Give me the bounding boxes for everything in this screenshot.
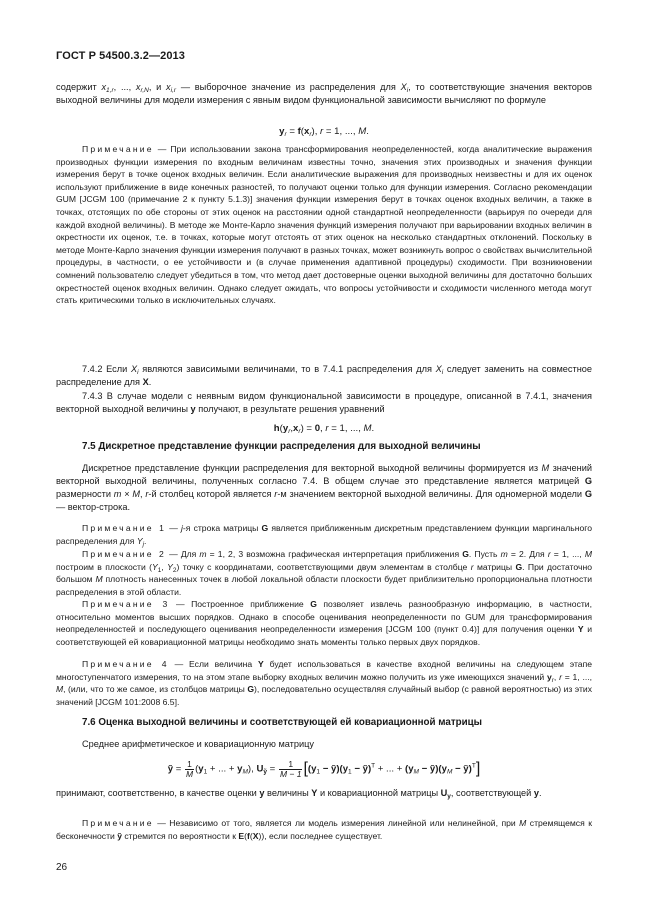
paragraph-7-5: Дискретное представление функции распределения для векторной выходной величины формируется из M значений векторной выходной величины, полученных согласно 7.4. В общем случае это представление является матрицей G размерности m × M, r-й столбец которой является r-м значением векторной выходной величины. Для одномерной модели G — вектор-строка.	[56, 463, 593, 512]
note-7-5-4: Примечание 4 — Если величина Y будет использоваться в качестве входной величины на следующем этапе многоступенчатого измерения, то на этом этапе выборку входных величин можно получить из уже имеющихся значений $y_r$, r = 1, ..., M, (или, что то же самое, из столбцов матрицы G), последовательно осуществляя случайный выбор (с равной вероятностью) из этих значений [JCGM 101:2008 6.5].	[56, 659, 592, 707]
note-7-5-3: Примечание 3 — Построенное приближение G позволяет извлечь разнообразную информацию, в частности, относительно моментов высших порядков. Однако в способе оценивания неопределенности по GUM для трансформирования неопределенностей и последующего оценивания неопределенности измерения [JCGM 100 (пункт 0.4)] для получения оценки Y и соответствующей ей ковариационной матрицы необходимо знать моменты только первых двух порядков.	[56, 599, 592, 647]
paragraph-7-4-3: 7.4.3 В случае модели с неявным видом функциональной зависимости в процедуре, описанной в 7.4.1, значения векторной выходной величины y получают, в результате решения уравнений	[56, 391, 592, 414]
standard-header: ГОСТ Р 54500.3.2—2013	[56, 50, 185, 62]
paragraph-7-6-intro: Среднее арифметическое и ковариационную матрицу	[82, 739, 314, 749]
note-7-6: Примечание — Независимо от того, является ли модель измерения линейной или нелинейной, при M стремящемся к бесконечности y͂ стремится по вероятности к E(f(X)), если последнее существует.	[56, 818, 592, 841]
formula-implicit-model: $h(y_r,x_r) = 0$, r = 1, ..., M.	[273, 423, 375, 435]
fraction-1-over-M: $\frac{1}{M}$	[185, 759, 194, 779]
formula-explicit-model: $y_r = f(x_r)$, r = 1, ..., M.	[279, 126, 369, 138]
paragraph-7-6: принимают, соответственно, в качестве оценки y величины Y и ковариационной матрицы $U_y$, соответствующей y.	[56, 788, 542, 800]
note-7-5-1: Примечание 1 — j-я строка матрицы G является приближенным дискретным представлением функции маргинального распределения для $Y_j$.	[56, 523, 593, 548]
section-heading-7-5: 7.5 Дискретное представление функции распределения для выходной величины	[82, 441, 481, 452]
paragraph-sample-values: содержит $x_{1,r}$, ..., $x_{r,N}$, и $x_{i,r}$ — выборочное значение из распределения для $X_i$, то соответствующие значения векторов выходной величины для модели измерения с явным видом функциональной зависимости вычисляют по формуле	[56, 82, 593, 105]
section-heading-7-6: 7.6 Оценка выходной величины и соответствующей ей ковариационной матрицы	[82, 717, 483, 728]
paragraph-7-4-2: 7.4.2 Если $X_i$ являются зависимыми величинами, то в 7.4.1 распределения для $X_i$ следует заменить на совместное распределение для X.	[56, 364, 592, 387]
note-uncertainty-propagation: Примечание — При использовании закона трансформирования неопределенностей, когда аналитические выражения производных функции измерения по входным величинам известны точно, значения этих производных и значения функции измерения берут в точке оценок входных величин. Если аналитические выражения для производных неизвестны и для их оценок используют приближение в виде конечных разностей, то получают оценки только для функции измерения. Согласно рекомендации GUM [JCGM 100 (примечание 2 к пункту 5.1.3)] значения функции измерения берут в точках оценок входных величин, а также в точках, отстоящих по обе стороны от этих оценок на расстоянии одной стандартной неопределенности (варьируя по очереди для каждой входной величины). В методе же Монте-Карло значения функций измерения получают при варьировании входных величин в окрестности их оценок, т.е. в точках, которые могут отстоять от этих оценок на несколько стандартных отклонений. Поскольку в методе Монте-Карло значения функции измерения получают в разных точках, может возникнуть вопрос о свойствах вычислительной процедуры, в частности, о ее устойчивости и (в случае применения адаптивной процедуры) сходимости. При возникновении сомнений пользователю следует убедиться в том, что метод дает достоверные оценки выходной величины для достаточно больших окрестностей оценок входных величин. Однако следует ожидать, что вопросы устойчивости и сходимости численного метода могут стать критическими только в исключительных случаях.	[56, 144, 592, 306]
page-number: 26	[56, 862, 68, 873]
note-7-5-2: Примечание 2 — Для m = 1, 2, 3 возможна графическая интерпретация приближения G. Пусть m = 2. Для r = 1, ..., M построим в плоскости ($Y_1$, $Y_2$) точку с координатами, соответствующими двум элементам в столбце r матрицы G. При достаточно большом M плотность нанесенных точек в любой локальной области плоскости будет приблизительно пропорциональна плотности распределения в этой области.	[56, 549, 592, 597]
formula-mean-covariance: y͂ = $\frac{1}{M}$ ($y_1$ + ... + $y_M$), $U_{y͂}$ = $\frac{1}{M - 1}$ [($y_1$ − $y͂)(y_1$ − y͂)$^T$ + ... + ($y_M$ − $y͂)(y_M$ − y͂)$^T$]	[167, 759, 481, 779]
fraction-1-over-M-minus-1: $\frac{1}{M - 1}$	[279, 759, 302, 779]
